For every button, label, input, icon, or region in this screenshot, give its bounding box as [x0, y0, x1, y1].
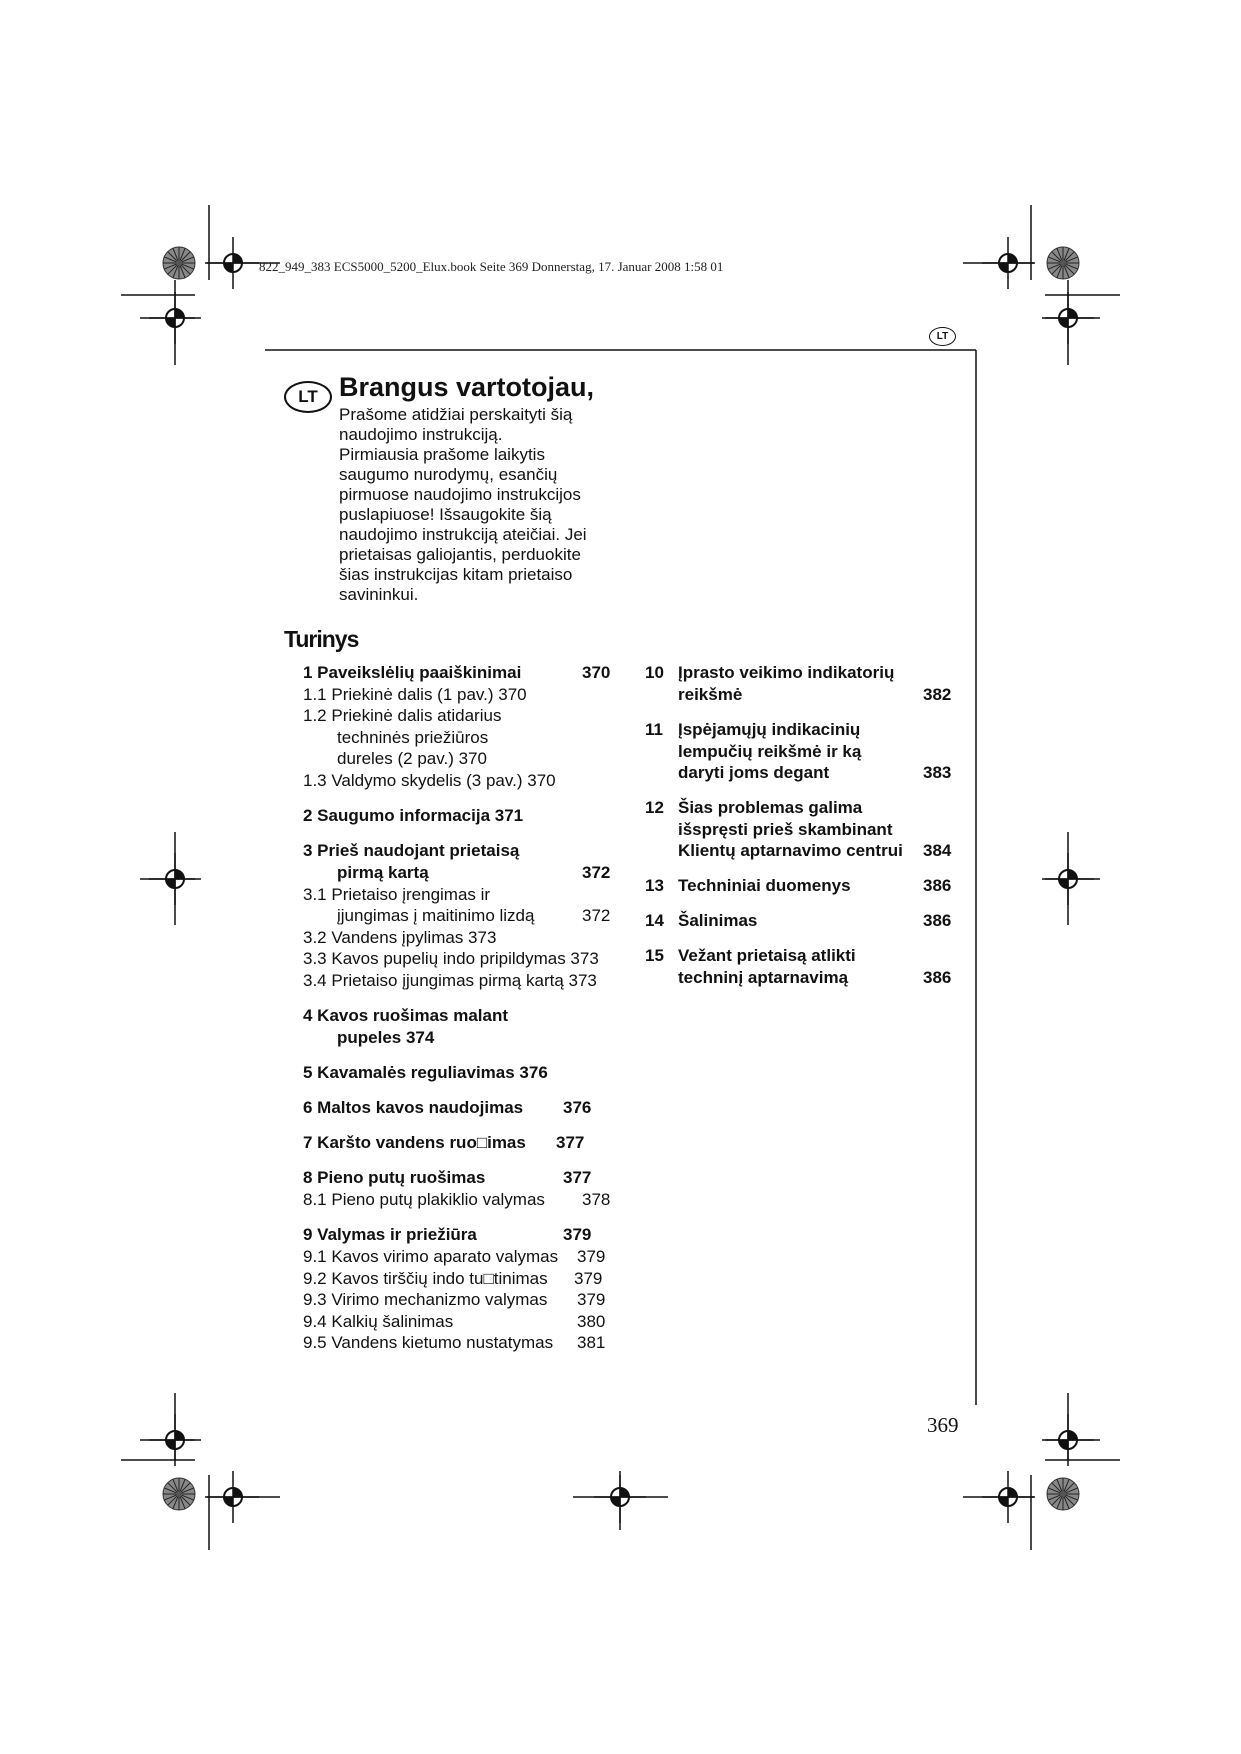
toc-entry: Techniniai duomenys	[678, 876, 851, 895]
toc-entry: Šalinimas	[678, 911, 758, 930]
toc-page: 382	[923, 685, 952, 704]
toc-entry: 9.5 Vandens kietumo nustatymas	[303, 1333, 554, 1352]
toc-page: 379	[577, 1290, 606, 1309]
toc-number: 15	[645, 946, 664, 965]
intro-language-badge: LT	[284, 381, 332, 413]
toc-number: 11	[645, 720, 663, 739]
toc-entry: įjungimas į maitinimo lizdą	[337, 906, 535, 925]
intro-line: prietaisas galiojantis, perduokite	[339, 545, 581, 564]
toc-page: 379	[577, 1247, 606, 1266]
toc-entry: 7 Karšto vandens ruo□imas	[303, 1133, 526, 1152]
toc-entry: 4 Kavos ruošimas malant	[303, 1006, 509, 1025]
toc-entry: 3.1 Prietaiso įrengimas ir	[303, 885, 491, 904]
toc-page: 380	[577, 1312, 606, 1331]
intro-line: saugumo nurodymų, esančių	[339, 465, 558, 484]
page-title: Brangus vartotojau,	[339, 372, 595, 402]
toc-entry: pupeles 374	[337, 1028, 435, 1047]
page-number: 369	[927, 1413, 959, 1437]
toc-entry: 3.2 Vandens įpylimas 373	[303, 928, 497, 947]
intro-line: šias instrukcijas kitam prietaiso	[339, 565, 573, 584]
toc-entry: 1.2 Priekinė dalis atidarius	[303, 706, 502, 725]
toc-entry: Vežant prietaisą atlikti	[678, 946, 856, 965]
toc-number: 12	[645, 798, 664, 817]
toc-entry: dureles (2 pav.) 370	[337, 749, 487, 768]
toc-page: 377	[556, 1133, 585, 1152]
toc-page: 386	[923, 911, 952, 930]
toc-entry: Įspėjamųjų indikacinių	[678, 720, 861, 739]
toc-entry: 9.2 Kavos tirščių indo tu□tinimas	[303, 1269, 548, 1288]
toc-entry: 3 Prieš naudojant prietaisą	[303, 841, 520, 860]
intro-line: Prašome atidžiai perskaityti šią	[339, 405, 573, 424]
toc-entry: Klientų aptarnavimo centrui	[678, 841, 903, 860]
toc-page: 386	[923, 876, 952, 895]
intro-paragraph	[339, 405, 609, 605]
toc-entry: 2 Saugumo informacija 371	[303, 806, 524, 825]
toc-number: 14	[645, 911, 664, 930]
toc-entry: Įprasto veikimo indikatorių	[678, 663, 895, 682]
toc-page: 372	[582, 906, 611, 925]
toc-entry: reikšmė	[678, 685, 743, 704]
toc-heading: Turinys	[284, 626, 359, 652]
file-info-line: 822_949_383 ECS5000_5200_Elux.book Seite 369 Donnerstag, 17. Januar 2008 1:58 01	[259, 259, 724, 274]
toc-entry: techninės priežiūros	[337, 728, 489, 747]
toc-entry: daryti joms degant	[678, 763, 830, 782]
toc-entry: 8 Pieno putų ruošimas	[303, 1168, 486, 1187]
intro-line: Pirmiausia prašome laikytis	[339, 445, 545, 464]
toc-entry: 9.3 Virimo mechanizmo valymas	[303, 1290, 548, 1309]
toc-page: 372	[582, 863, 611, 882]
toc-entry: Šias problemas galima	[678, 798, 863, 817]
toc-entry: 5 Kavamalės reguliavimas 376	[303, 1063, 548, 1082]
toc-page: 378	[582, 1190, 611, 1209]
toc-entry: 9.4 Kalkių šalinimas	[303, 1312, 454, 1331]
toc-entry: 3.3 Kavos pupelių indo pripildymas 373	[303, 949, 599, 968]
toc-page: 379	[563, 1225, 592, 1244]
toc-entry: 9.1 Kavos virimo aparato valymas	[303, 1247, 559, 1266]
toc-entry: 1.1 Priekinė dalis (1 pav.) 370	[303, 685, 527, 704]
toc-entry: 1.3 Valdymo skydelis (3 pav.) 370	[303, 771, 556, 790]
toc-entry: 3.4 Prietaiso įjungimas pirmą kartą 373	[303, 971, 597, 990]
toc-page: 370	[582, 663, 611, 682]
toc-entry: 1 Paveikslėlių paaiškinimai	[303, 663, 522, 682]
toc-page: 383	[923, 763, 952, 782]
toc-entry: pirmą kartą	[337, 863, 429, 882]
intro-line: savininkui.	[339, 585, 419, 604]
intro-line: pirmuose naudojimo instrukcijos	[339, 485, 581, 504]
toc-number: 13	[645, 876, 664, 895]
toc-page: 379	[574, 1269, 603, 1288]
toc-entry: 6 Maltos kavos naudojimas	[303, 1098, 524, 1117]
toc-entry: lempučių reikšmė ir ką	[678, 742, 862, 761]
toc-entry: išspręsti prieš skambinant	[678, 820, 893, 839]
toc-page: 381	[577, 1333, 606, 1352]
intro-line: puslapiuose! Išsaugokite šią	[339, 505, 552, 524]
toc-entry: 9 Valymas ir priežiūra	[303, 1225, 477, 1244]
toc-page: 377	[563, 1168, 592, 1187]
intro-line: naudojimo instrukciją.	[339, 425, 503, 444]
toc-number: 10	[645, 663, 664, 682]
toc-page: 384	[923, 841, 952, 860]
toc-entry: 8.1 Pieno putų plakiklio valymas	[303, 1190, 545, 1209]
intro-line: naudojimo instrukciją ateičiai. Jei	[339, 525, 587, 544]
toc-page: 386	[923, 968, 952, 987]
toc-page: 376	[563, 1098, 592, 1117]
toc-entry: techninį aptarnavimą	[678, 968, 849, 987]
language-badge: LT	[929, 327, 956, 346]
